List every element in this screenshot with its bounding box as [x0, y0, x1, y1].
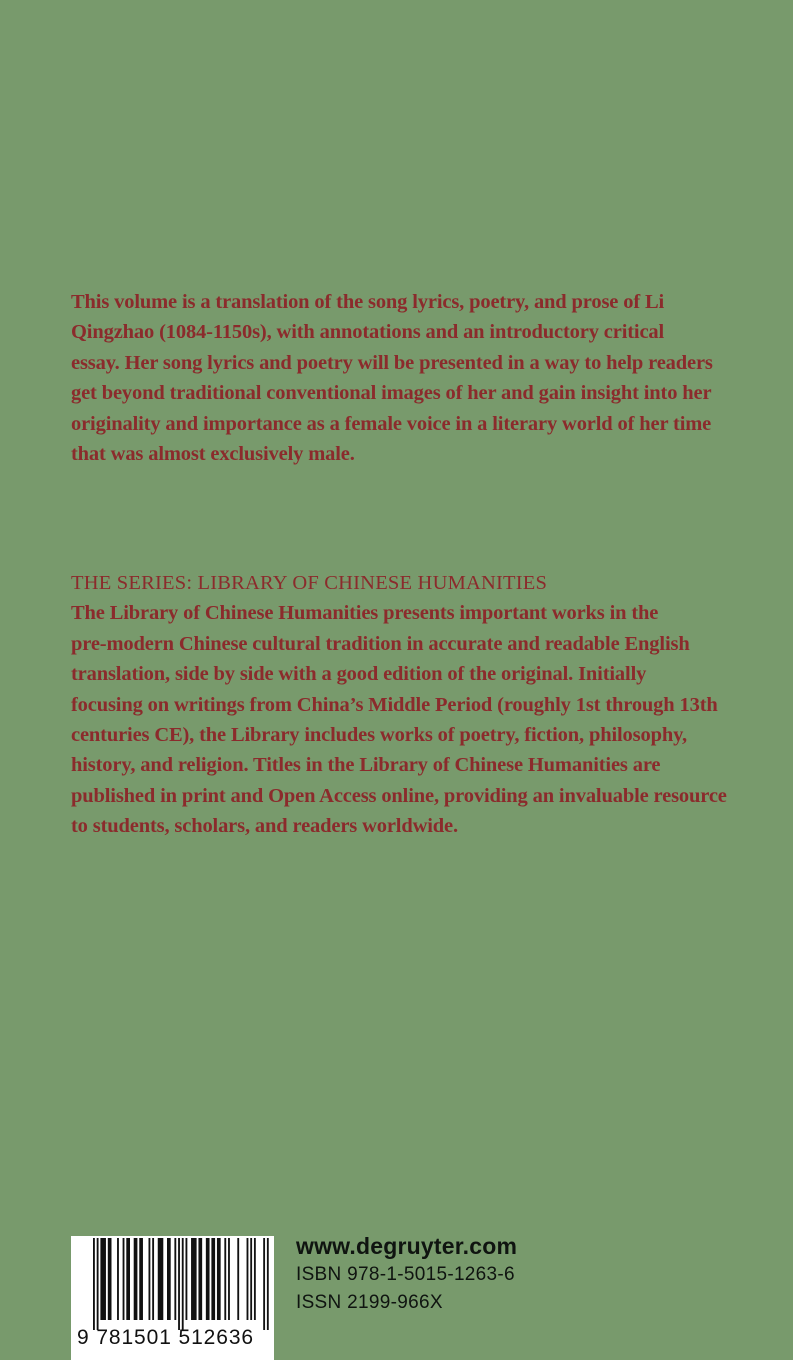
series-line: to students, scholars, and readers worldwide.: [71, 815, 458, 838]
barcode-bar: [224, 1238, 226, 1320]
barcode-bar: [191, 1238, 197, 1320]
series-line: translation, side by side with a good edition of the original. Initially: [71, 663, 647, 686]
barcode-bar: [254, 1238, 256, 1320]
series-block: [71, 568, 771, 842]
barcode-bar: [228, 1238, 230, 1320]
barcode-bar: [247, 1238, 249, 1320]
description-line: get beyond traditional conventional images of her and gain insight into her: [71, 382, 712, 405]
barcode-bar: [139, 1238, 143, 1320]
description-block: [71, 287, 771, 469]
barcode-bar: [167, 1238, 171, 1320]
barcode-bar: [126, 1238, 130, 1320]
barcode: [71, 1236, 274, 1360]
barcode-bar: [182, 1238, 184, 1330]
series-line: pre-modern Chinese cultural tradition in accurate and readable English: [71, 632, 690, 655]
barcode-bar: [117, 1238, 119, 1320]
barcode-bar: [263, 1238, 265, 1330]
series-line: published in print and Open Access online, providing an invaluable resource: [71, 784, 727, 807]
description-line: This volume is a translation of the song lyrics, poetry, and prose of Li: [71, 291, 665, 313]
isbn-text: ISBN 978-1-5015-1263-6: [296, 1264, 515, 1285]
barcode-bar: [178, 1238, 180, 1330]
publisher-url: www.degruyter.com: [296, 1233, 518, 1259]
barcode-bar: [93, 1238, 95, 1330]
publisher-info: [296, 1231, 517, 1317]
barcode-bar: [211, 1238, 215, 1320]
barcode-bar: [174, 1238, 176, 1320]
barcode-bar: [100, 1238, 106, 1320]
barcode-bar: [186, 1238, 188, 1320]
barcode-bar: [97, 1238, 99, 1330]
barcode-bar: [198, 1238, 202, 1320]
barcode-bar: [217, 1238, 221, 1320]
series-line: history, and religion. Titles in the Library of Chinese Humanities are: [71, 754, 661, 777]
barcode-digits: 9 781501 512636: [77, 1326, 254, 1349]
barcode-bar: [134, 1238, 138, 1320]
description-line: originality and importance as a female voice in a literary world of her time: [71, 412, 712, 435]
barcode-bar: [250, 1238, 252, 1320]
series-line: centuries CE), the Library includes works of poetry, fiction, philosophy,: [71, 724, 688, 747]
barcode-bar: [152, 1238, 154, 1320]
issn-text: ISSN 2199-966X: [296, 1292, 443, 1313]
series-line: focusing on writings from China’s Middle Period (roughly 1st through 13th: [71, 693, 718, 716]
description-line: essay. Her song lyrics and poetry will be presented in a way to help readers: [71, 351, 713, 374]
barcode-bar: [108, 1238, 112, 1320]
barcode-bar: [158, 1238, 164, 1320]
series-heading: THE SERIES: LIBRARY OF CHINESE HUMANITIES: [71, 572, 548, 594]
barcode-bar: [267, 1238, 269, 1330]
barcode-bar: [123, 1238, 125, 1320]
description-line: that was almost exclusively male.: [71, 443, 355, 466]
barcode-bar: [237, 1238, 239, 1320]
description-line: Qingzhao (1084-1150s), with annotations and an introductory critical: [71, 321, 665, 344]
series-line: The Library of Chinese Humanities presents important works in the: [71, 602, 659, 625]
barcode-bar: [149, 1238, 151, 1320]
barcode-bar: [206, 1238, 210, 1320]
